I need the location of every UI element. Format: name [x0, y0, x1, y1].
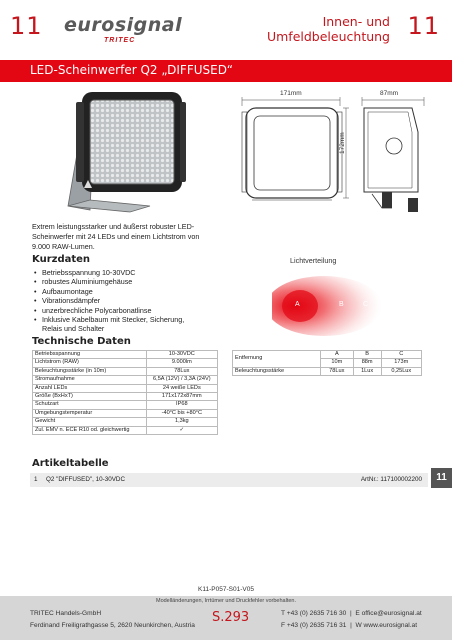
article-artnr: ArtNr.: 117100002200: [360, 476, 422, 483]
kurzdaten-heading: Kurzdaten: [32, 254, 91, 265]
document-code: K11-P057-S01-V05: [198, 586, 254, 593]
section-title: Innen- und Umfeldbeleuchtung: [266, 14, 390, 44]
list-item: • Aufbaumontage: [34, 287, 234, 296]
article-row: [30, 473, 428, 487]
disclaimer: Modelländerungen, Irrtümer und Druckfehler vorbehalten.: [155, 598, 297, 604]
product-description: Extrem leistungsstarker und äußerst robuster LED-Scheinwerfer mit 24 LEDs und einem Lichtstrom von 9.000 RAW-Lumen.: [32, 222, 200, 251]
table-row: Größe (BxHxT) 171x172x87mm: [33, 393, 218, 401]
dimension-drawing: [232, 92, 432, 214]
artikel-heading: Artikeltabelle: [32, 458, 109, 469]
contact-info: T +43 (0) 2635 716 30 | E office@eurosignal.at F +43 (0) 2635 716 31 | W www.eurosignal.at: [281, 610, 422, 629]
depth-dimension: 87mm: [380, 90, 399, 97]
table-row: Anzahl LEDs 24 weiße LEDs: [33, 384, 218, 392]
page-number-right: 11: [407, 12, 440, 40]
zone-a-label: A: [295, 301, 300, 308]
list-item: • robustes Aluminiumgehäuse: [34, 277, 234, 286]
lamp-illustration: [60, 88, 190, 218]
light-distribution-diagram: [272, 266, 402, 346]
phone: T +43 (0) 2635 716 30: [281, 610, 347, 617]
table-row: Beleuchtungsstärke (in 10m) 78Lux: [33, 367, 218, 375]
zone-c-label: C: [363, 301, 369, 308]
list-item: • Vibrationsdämpfer: [34, 296, 234, 305]
page-header: [0, 0, 452, 55]
company-info: TRITEC Handels-GmbH Ferdinand Freiligrathgasse 5, 2620 Neunkirchen, Austria: [30, 610, 195, 629]
table-row: Betriebsspannung 10-30VDC: [33, 351, 218, 359]
page-footer: [0, 596, 452, 640]
table-row: Umgebungstemperatur -40°C bis +80°C: [33, 409, 218, 417]
list-item: • unzerbrechliche Polycarbonatlinse: [34, 306, 234, 315]
fax: F +43 (0) 2635 716 31: [281, 622, 347, 629]
product-title: LED-Scheinwerfer Q2 „DIFFUSED“: [30, 63, 233, 77]
table-row: Stromaufnahme 6,5A (12V) / 3,3A (24V): [33, 376, 218, 384]
list-item: • Inklusive Kabelbaum mit Stecker, Sicherung, Relais und Schalter: [34, 315, 192, 334]
article-description: Q2 "DIFFUSED", 10-30VDC: [46, 476, 126, 483]
article-number: 1: [34, 476, 38, 483]
table-row: Gewicht 1,3kg: [33, 418, 218, 426]
email-link[interactable]: E office@eurosignal.at: [355, 610, 422, 617]
product-title-bar: [0, 60, 452, 82]
table-row: 10m 88m 173m: [233, 359, 422, 367]
table-row: Zul. EMV n. ECE R10 od. gleichwertig ✓: [33, 426, 218, 434]
height-dimension: 172mm: [339, 132, 346, 154]
technische-heading: Technische Daten: [32, 336, 131, 347]
table-row: Lichtstrom (RAW) 9.000lm: [33, 359, 218, 367]
page-number-left: 11: [10, 12, 43, 40]
light-distribution-label: Lichtverteilung: [290, 256, 337, 265]
zone-b-label: B: [339, 301, 344, 308]
table-row: Schutzart IP68: [33, 401, 218, 409]
brand-sub-logo: TRITEC: [104, 37, 136, 44]
distance-table: [232, 350, 422, 376]
product-image: [60, 88, 190, 218]
chapter-tab: 11: [431, 468, 452, 488]
feature-list: [34, 268, 234, 334]
table-row: Beleuchtungsstärke 78Lux 1Lux 0,25Lux: [233, 367, 422, 375]
website-link[interactable]: W www.eurosignal.at: [355, 622, 418, 629]
catalog-page-number: S.293: [212, 610, 250, 625]
brand-logo: eurosignal: [64, 14, 183, 36]
table-row: Entfernung A B C: [233, 351, 422, 359]
list-item: • Betriebsspannung 10-30VDC: [34, 268, 234, 277]
tech-data-table: [32, 350, 218, 435]
width-dimension: 171mm: [280, 90, 302, 97]
